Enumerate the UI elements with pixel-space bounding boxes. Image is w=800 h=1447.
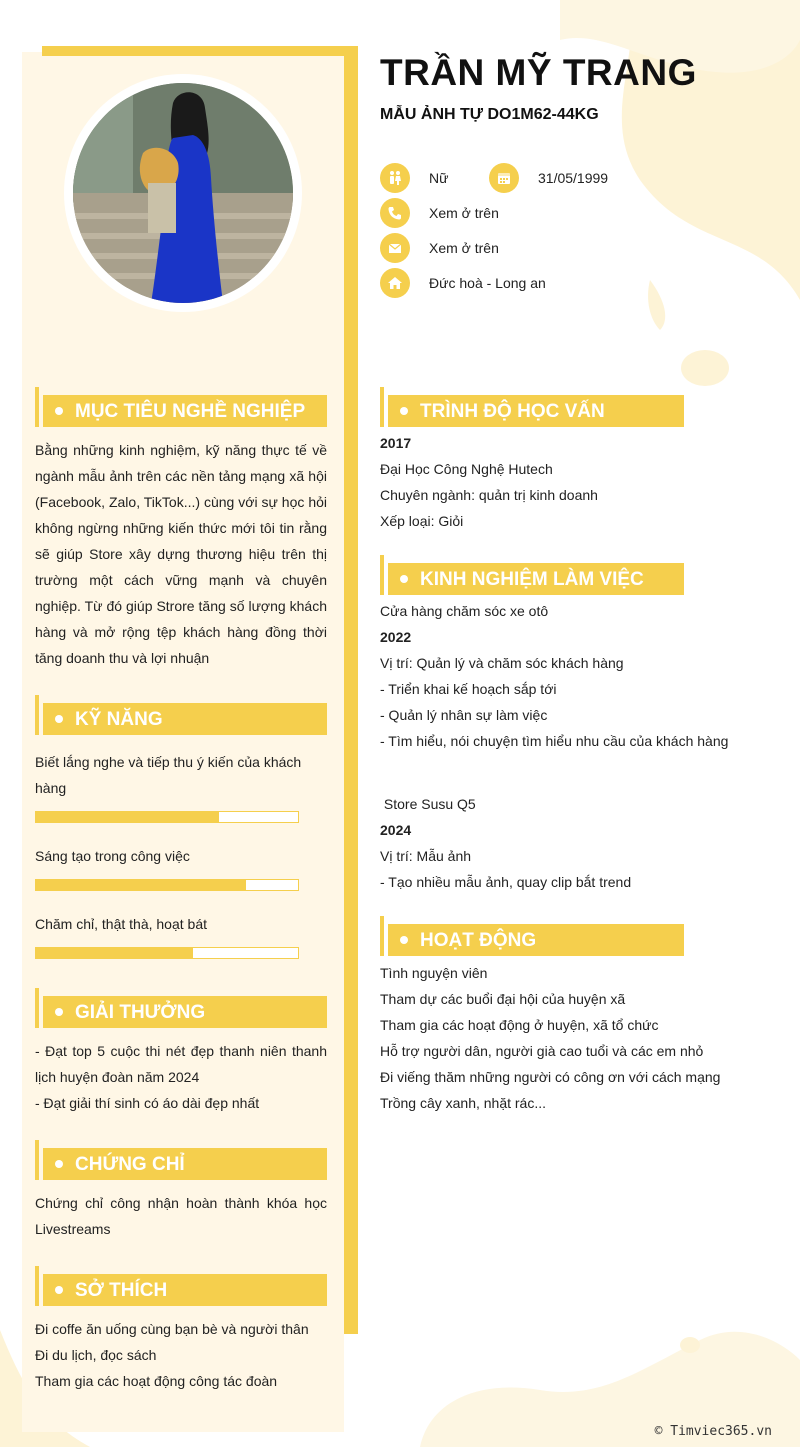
bullet-dot [55,1286,63,1294]
phone-icon [380,198,410,228]
job-detail: - Tìm hiểu, nói chuyện tìm hiểu nhu cầu của khách hàng [380,733,729,749]
envelope-icon [380,233,410,263]
phone-value: Xem ở trên [429,205,499,221]
activities-list [380,960,790,1116]
skill-bar-fill [36,880,246,890]
gender-value: Nữ [429,170,449,186]
avatar-photo [73,83,293,303]
candidate-role: MẪU ẢNH TỰ DO1M62-44KG [380,106,599,123]
email-value: Xem ở trên [429,240,499,256]
experience-title: KINH NGHIỆM LÀM VIỆC [420,569,644,590]
bullet-dot [55,1160,63,1168]
skill-label: Sáng tạo trong công việc [35,848,190,864]
activity-item: Tham dự các buổi đại hội của huyện xã [380,991,626,1007]
email-row [380,233,499,263]
education-year: 2017 [380,435,412,451]
awards-title: GIẢI THƯỞNG [75,1002,206,1023]
bullet-dot [400,936,408,944]
objective-text: Bằng những kinh nghiệm, kỹ năng thực tế về ngành mẫu ảnh trên các nền tảng mạng xã hội (Facebook, Zalo, TikTok...) cùng với sự học hỏi không ngừng những kiến thức mới tôi tin rằng sẽ giúp Store xây dựng thương hiệu trên thị trường một cách vững mạnh và chuyên nghiệp. Từ đó giúp Strore tăng số lượng khách hàng và mở rộng tệp khách hàng đồng thời tăng doanh thu và lợi nhuận [35,442,327,666]
certificates-header [35,1148,327,1180]
accent-bar-top [42,46,358,56]
activity-item: Trồng cây xanh, nhặt rác... [380,1095,547,1111]
activity-item: Hỗ trợ người dân, người già cao tuổi và các em nhỏ [380,1043,704,1059]
skill-label: Biết lắng nghe và tiếp thu ý kiến của khách hàng [35,754,302,796]
hobbies-header [35,1274,327,1306]
activity-item: Tình nguyện viên [380,965,488,981]
experience-header [380,563,684,595]
skill-bar [35,811,299,823]
birthday-row [489,163,608,193]
bullet-dot [400,575,408,583]
bullet-dot [400,407,408,415]
bullet-dot [55,715,63,723]
bullet-dot [55,1008,63,1016]
job-detail: - Triển khai kế hoạch sắp tới [380,681,557,697]
education-major: Chuyên ngành: quản trị kinh doanh [380,487,598,503]
job-year: 2022 [380,629,412,645]
award-item: - Đạt giải thí sinh có áo dài đẹp nhất [35,1095,260,1111]
certificates-title: CHỨNG CHỈ [75,1154,185,1175]
skill-bar [35,879,299,891]
education-school: Đại Học Công Nghệ Hutech [380,461,553,477]
calendar-icon [489,163,519,193]
candidate-name: TRẦN MỸ TRANG [380,52,697,93]
awards-header [35,996,327,1028]
skill-bar-fill [36,948,193,958]
skills-header [35,703,327,735]
activities-title: HOẠT ĐỘNG [420,930,537,951]
job-detail: - Tạo nhiều mẫu ảnh, quay clip bắt trend [380,874,632,890]
address-row [380,268,546,298]
education-title: TRÌNH ĐỘ HỌC VẤN [420,401,605,422]
footer-watermark: © Timviec365.vn [654,1424,772,1439]
skills-title: KỸ NĂNG [75,709,163,730]
hobby-item: Đi coffe ăn uống cùng bạn bè và người thân [35,1321,309,1337]
education-rank: Xếp loại: Giỏi [380,513,464,529]
gender-row [380,163,448,193]
job-detail: Vị trí: Quản lý và chăm sóc khách hàng [380,655,624,671]
avatar [73,83,293,303]
hobby-item: Tham gia các hoạt động công tác đoàn [35,1373,278,1389]
skill-bar [35,947,299,959]
experience-job [380,598,790,754]
skill-label: Chăm chỉ, thật thà, hoạt bát [35,916,207,932]
award-item: - Đạt top 5 cuộc thi nét đẹp thanh niên thanh lịch huyện đoàn năm 2024 [35,1043,327,1085]
activity-item: Đi viếng thăm những người có công ơn với cách mạng [380,1069,721,1085]
activity-item: Tham gia các hoạt động ở huyện, xã tổ chức [380,1017,659,1033]
birthday-value: 31/05/1999 [538,170,609,186]
activities-header [380,924,684,956]
hobbies-title: SỞ THÍCH [75,1280,168,1301]
objective-title: MỤC TIÊU NGHỀ NGHIỆP [75,401,306,422]
gender-icon [380,163,410,193]
accent-bar-vertical [344,46,358,1334]
objective-header [35,395,327,427]
job-company: Store Susu Q5 [380,796,476,812]
avatar-frame [64,74,302,312]
job-detail: Vị trí: Mẫu ảnh [380,848,472,864]
hobby-item: Đi du lịch, đọc sách [35,1347,157,1363]
hobbies-list [35,1316,327,1394]
phone-row [380,198,499,228]
address-value: Đức hoà - Long an [429,275,546,291]
certificate-text: Chứng chỉ công nhận hoàn thành khóa học Livestreams [35,1195,327,1237]
education-body [380,430,780,534]
education-header [380,395,684,427]
job-year: 2024 [380,822,412,838]
job-detail: - Quản lý nhân sự làm việc [380,707,548,723]
job-company: Cửa hàng chăm sóc xe otô [380,603,549,619]
bullet-dot [55,407,63,415]
skill-bar-fill [36,812,219,822]
home-icon [380,268,410,298]
experience-job [380,791,790,895]
